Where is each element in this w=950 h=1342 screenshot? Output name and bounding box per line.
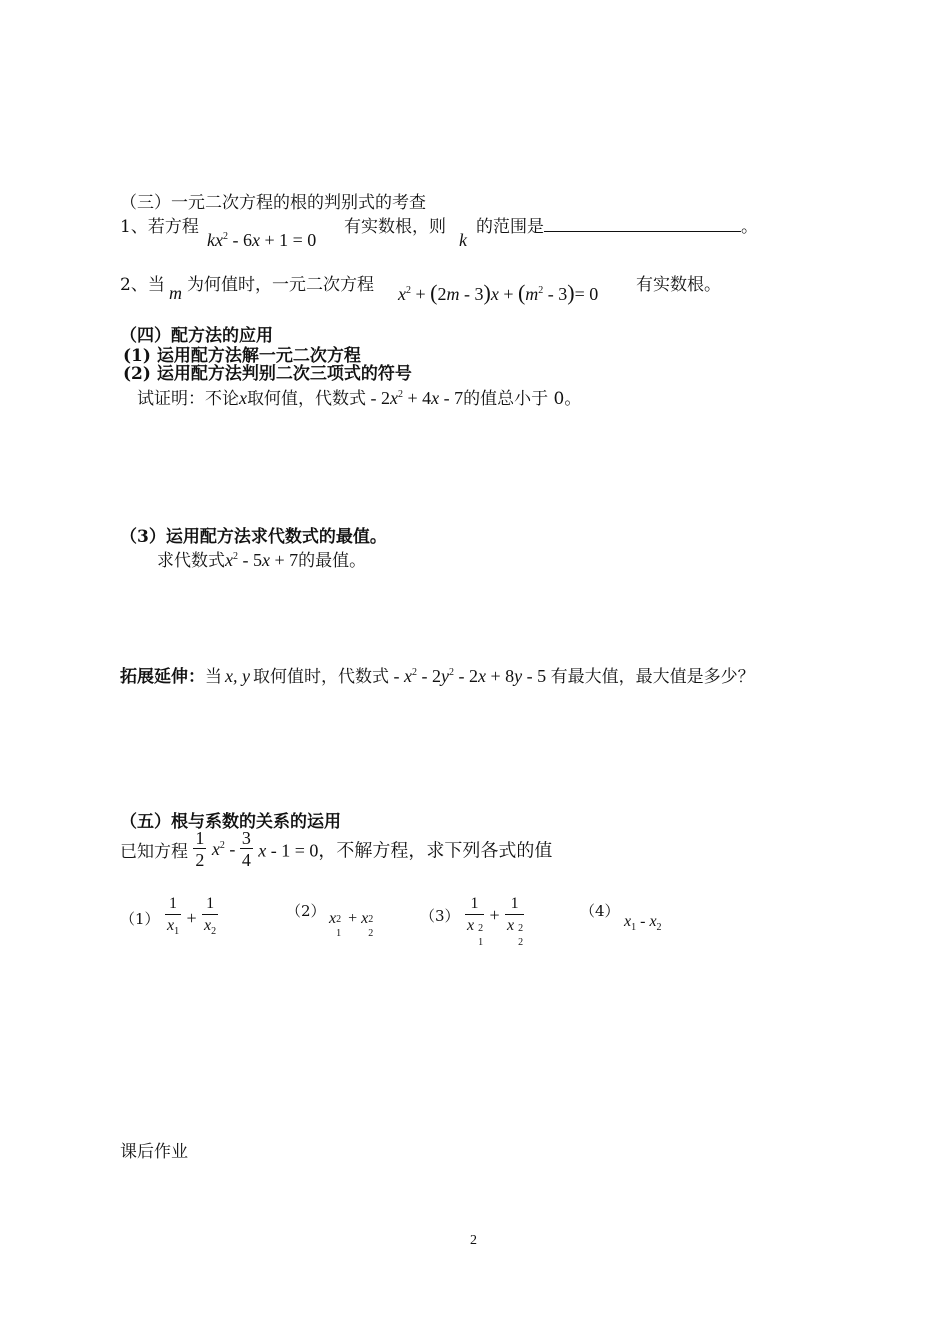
item-4 <box>580 900 620 921</box>
item-2 <box>286 900 326 921</box>
extension-mid: 取何值时，代数式 <box>253 667 389 687</box>
sec5-x-squared: $x^2$ - <box>211 839 240 859</box>
item-2-expression: x 2 1 + x 2 2 <box>329 910 374 939</box>
item-3-frac-b: 1 x 2 2 <box>507 895 524 948</box>
item-2-label: （2） <box>286 902 326 920</box>
q1-variable: k <box>459 230 467 250</box>
item-1-label: （1） <box>120 910 160 928</box>
q2-variable: m <box>169 283 182 303</box>
extension-expression: - $x^2 - 2y^2 - 2x + 8y - 5$ <box>389 666 551 686</box>
section-3-heading: （三）一元二次方程的根的判别式的考查 <box>120 193 426 213</box>
item-1: （1） $\frac{1}{x_1}$ + $\frac{1}{x_2}$ <box>120 894 218 943</box>
section-4-sub2: (2) 运用配方法判别二次三项式的符号 <box>123 364 412 384</box>
extension-vars: x, y <box>225 666 250 686</box>
section-5-heading: （五）根与系数的关系的运用 <box>120 812 341 832</box>
item-3-label: （3） <box>420 907 460 925</box>
sec5-pre: 已知方程 <box>120 842 188 862</box>
prove-expression: - $2x^2 + 4x - 7$ <box>366 388 464 408</box>
page-number: 2 <box>470 1233 477 1248</box>
max-expression: $x^2 - 5x + 7$ <box>225 550 299 570</box>
max-tail: 的最值。 <box>298 551 367 571</box>
q1-end: 。 <box>741 217 758 237</box>
extension-label: 拓展延伸： <box>120 667 205 687</box>
q1-equation: $kx^2 - 6x + 1 = 0$ <box>207 230 317 250</box>
item-3-frac-a: 1 x 2 1 <box>466 895 484 948</box>
section-4-sub1: (1) 运用配方法解一元二次方程 <box>123 346 361 366</box>
item-4-label: （4） <box>580 902 620 920</box>
extension-question <box>120 662 755 687</box>
q2-mid: 为何值时，一元二次方程 <box>187 275 374 295</box>
extension-tail: 有最大值，最大值是多少？ <box>550 667 755 687</box>
q1-number: 1、若方程 <box>120 217 199 237</box>
q2-tail: 有实数根。 <box>636 275 721 295</box>
item-1-frac-a: $\frac{1}{x_1}$ <box>166 895 180 937</box>
prove-statement <box>137 384 581 409</box>
item-4-expression: $x_1 - x_2$ <box>624 913 662 933</box>
fraction-one-half: $\frac{1}{2}$ <box>195 828 205 870</box>
q1-tail-text: 的范围是 <box>476 217 544 237</box>
q2-equation: $x^2 + (2m - 3)x + (m^2 - 3)= 0$ <box>398 280 599 305</box>
prove-pre: 试证明：不论 <box>137 389 239 409</box>
prove-tail: 的值总小于 0。 <box>463 389 582 409</box>
section-4-sub3: （3）运用配方法求代数式的最值。 <box>120 527 387 547</box>
question-1 <box>120 212 199 237</box>
homework-heading: 课后作业 <box>120 1142 188 1162</box>
prove-mid: 取何值，代数式 <box>247 389 366 409</box>
section-4-heading: （四）配方法的应用 <box>120 326 273 346</box>
max-pre: 求代数式 <box>157 551 225 571</box>
sec5-eq-tail: x - 1 = 0，不解方程，求下列各式的值 <box>258 840 553 861</box>
item-3: （3） 1 x 2 1 + 1 x 2 2 <box>420 895 524 948</box>
q2-number: 2、当 <box>120 275 165 295</box>
fraction-three-quarters: $\frac{3}{4}$ <box>241 828 251 870</box>
q1-tail <box>476 212 758 237</box>
extension-pre: 当 <box>205 667 222 687</box>
q1-mid-text: 有实数根，则 <box>344 217 446 237</box>
sec5-given-equation <box>120 828 552 871</box>
answer-blank[interactable] <box>544 217 741 232</box>
max-question <box>157 546 366 571</box>
prove-variable: x <box>239 388 247 408</box>
item-1-frac-b: $\frac{1}{x_2}$ <box>204 895 217 937</box>
